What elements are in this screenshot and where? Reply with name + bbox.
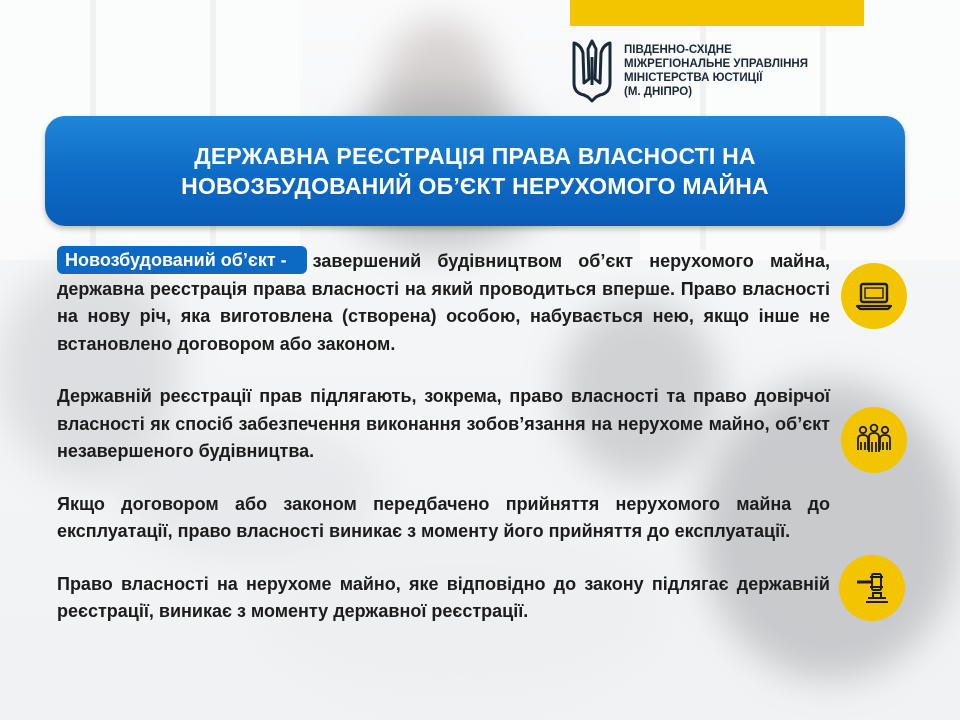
gavel-icon (852, 568, 892, 608)
paragraph-commissioning: Якщо договором або законом передбачено прийняття нерухомого майна до експлуатації, право власності виникає з моменту його прийняття до експлуатації. (57, 493, 830, 541)
ministry-name (624, 43, 808, 99)
term-badge: Новозбудований об’єкт - (57, 246, 307, 274)
paragraph-registration: Державній реєстрації прав підлягають, зокрема, право власності та право довірчої власності як спосіб забезпечення виконання зобов’язання на нерухоме майно, об’єкт незавершеного будівництва. (57, 386, 830, 461)
gavel-icon-circle (839, 555, 905, 621)
title-line-1: ДЕРЖАВНА РЕЄСТРАЦІЯ ПРАВА ВЛАСНОСТІ НА (194, 143, 756, 169)
title-line-2: НОВОЗБУДОВАНИЙ ОБ’ЄКТ НЕРУХОМОГО МАЙНА (181, 173, 769, 199)
definition-text: завершений будівництвом об’єкт нерухомого майна, державна реєстрація права власності на який проводиться вперше. Право власності на нову річ, яка виготовлена (створена) особою, набувається нею, якщо інше не встановлено договором або законом. (57, 251, 830, 354)
people-group-icon (854, 420, 894, 460)
definition-paragraph (57, 247, 830, 358)
laptop-icon (854, 276, 894, 316)
ministry-line-2: МІЖРЕГІОНАЛЬНЕ УПРАВЛІННЯ (624, 58, 808, 70)
trident-emblem-icon (570, 39, 614, 103)
paragraph-ownership: Право власності на нерухоме майно, яке відповідно до закону підлягає державній реєстрації, виникає з моменту державної реєстрації. (57, 573, 830, 621)
ministry-line-1: ПІВДЕННО-СХІДНЕ (624, 44, 732, 56)
title-banner (45, 116, 905, 226)
laptop-icon-circle (841, 263, 907, 329)
ministry-line-3: МІНІСТЕРСТВА ЮСТИЦІЇ (624, 72, 763, 84)
main-content (57, 247, 830, 651)
page-title (181, 141, 769, 201)
ministry-logo (570, 36, 860, 106)
top-accent-bar (570, 0, 864, 26)
people-icon-circle (841, 407, 907, 473)
ministry-line-4: (М. ДНІПРО) (624, 86, 693, 98)
